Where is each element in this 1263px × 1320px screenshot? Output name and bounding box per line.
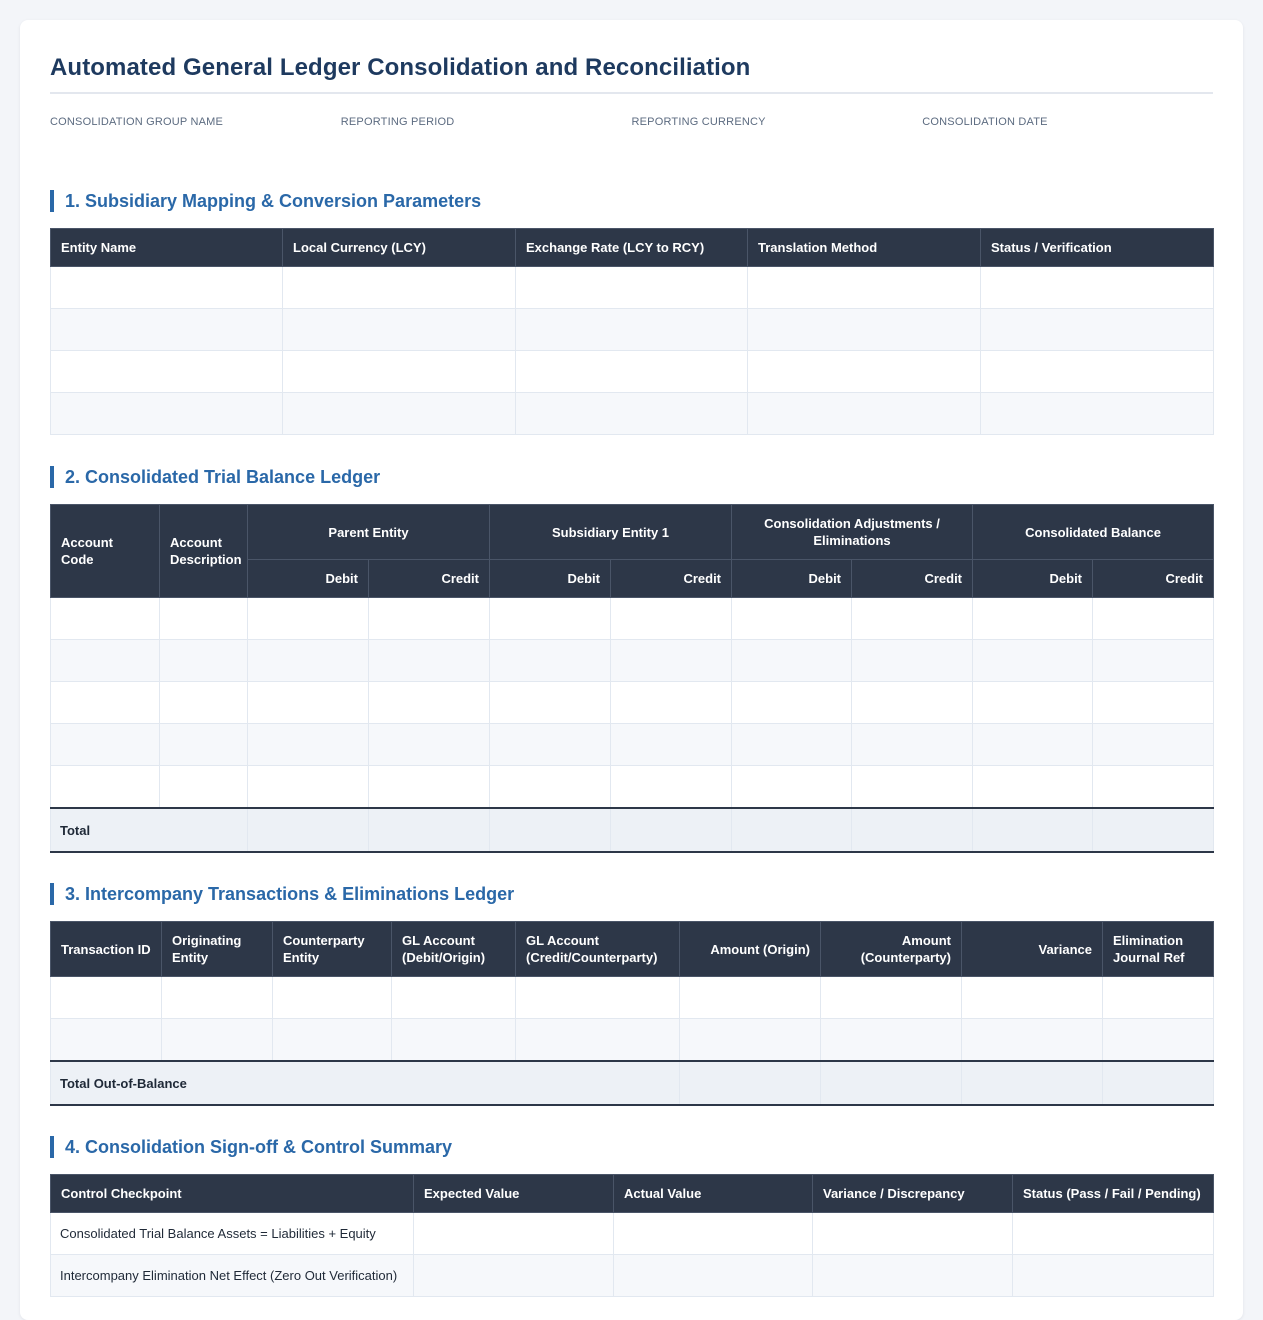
table-cell[interactable]	[160, 682, 248, 724]
total-cell	[490, 808, 611, 852]
table-cell[interactable]	[680, 1019, 821, 1062]
table-cell[interactable]	[516, 351, 748, 393]
control-row	[51, 1255, 1214, 1297]
table-cell[interactable]	[160, 640, 248, 682]
table-cell[interactable]	[51, 351, 283, 393]
col-adj-credit: Credit	[852, 560, 973, 598]
col-cons-debit: Debit	[973, 560, 1093, 598]
table-cell[interactable]	[1093, 682, 1214, 724]
group-parent-entity: Parent Entity	[248, 505, 490, 560]
table-cell[interactable]	[748, 267, 981, 309]
col-sub1-credit: Credit	[611, 560, 732, 598]
control-row	[51, 1213, 1214, 1255]
group-consolidation-adjustments: Consolidation Adjustments / Eliminations	[732, 505, 973, 560]
table-cell[interactable]	[490, 766, 611, 809]
table-cell[interactable]	[490, 598, 611, 640]
col-transaction-id: Transaction ID	[51, 922, 162, 977]
total-cell	[248, 808, 369, 852]
table-cell[interactable]	[962, 977, 1103, 1019]
table-cell[interactable]	[369, 724, 490, 766]
table-cell[interactable]	[852, 766, 973, 809]
section-2-title: 2. Consolidated Trial Balance Ledger	[50, 466, 380, 488]
control-checkpoint-label: Consolidated Trial Balance Assets = Liabilities + Equity	[51, 1213, 414, 1255]
col-counterparty-entity: Counterparty Entity	[273, 922, 392, 977]
table-cell[interactable]	[611, 724, 732, 766]
table-cell[interactable]	[51, 724, 160, 766]
table-row	[51, 766, 1214, 809]
table-cell[interactable]	[273, 1019, 392, 1062]
meta-consolidation-date: CONSOLIDATION DATE	[922, 116, 1048, 128]
table-row	[51, 351, 1214, 393]
total-cell	[962, 1061, 1103, 1105]
table-cell[interactable]	[981, 309, 1214, 351]
table-cell[interactable]	[852, 682, 973, 724]
col-cons-credit: Credit	[1093, 560, 1214, 598]
table-cell[interactable]	[51, 640, 160, 682]
col-sub1-debit: Debit	[490, 560, 611, 598]
table-cell[interactable]	[248, 682, 369, 724]
table-cell[interactable]	[611, 766, 732, 809]
total-cell	[1093, 808, 1214, 852]
table-cell[interactable]	[1093, 724, 1214, 766]
trial-balance-table	[50, 504, 1214, 853]
table-cell[interactable]	[392, 977, 516, 1019]
col-status-verification: Status / Verification	[981, 229, 1214, 267]
table-cell[interactable]	[1103, 977, 1214, 1019]
table-cell[interactable]	[283, 267, 516, 309]
table-cell[interactable]	[283, 351, 516, 393]
table-row	[51, 309, 1214, 351]
total-cell	[732, 808, 852, 852]
col-status-pass-fail: Status (Pass / Fail / Pending)	[1013, 1175, 1214, 1213]
col-control-checkpoint: Control Checkpoint	[51, 1175, 414, 1213]
control-summary-table	[50, 1174, 1214, 1297]
col-variance: Variance	[962, 922, 1103, 977]
table-cell[interactable]	[51, 598, 160, 640]
table-cell[interactable]	[160, 766, 248, 809]
col-parent-credit: Credit	[369, 560, 490, 598]
col-adj-debit: Debit	[732, 560, 852, 598]
meta-fields	[50, 116, 1213, 128]
table-cell[interactable]	[973, 640, 1093, 682]
col-variance-discrepancy: Variance / Discrepancy	[813, 1175, 1013, 1213]
table-cell[interactable]	[248, 598, 369, 640]
table-cell[interactable]	[490, 682, 611, 724]
meta-group-name: CONSOLIDATION GROUP NAME	[50, 116, 224, 128]
control-checkpoint-label: Intercompany Elimination Net Effect (Zero Out Verification)	[51, 1255, 414, 1297]
col-gl-debit: GL Account (Debit/Origin)	[392, 922, 516, 977]
table-cell[interactable]	[160, 598, 248, 640]
table-cell[interactable]	[369, 640, 490, 682]
col-expected-value: Expected Value	[414, 1175, 614, 1213]
table-cell[interactable]	[973, 766, 1093, 809]
table-cell[interactable]	[981, 267, 1214, 309]
table-cell[interactable]	[162, 977, 273, 1019]
table-cell[interactable]	[732, 724, 852, 766]
table-cell[interactable]	[516, 309, 748, 351]
col-amount-counterparty: Amount (Counterparty)	[821, 922, 962, 977]
table-cell[interactable]	[516, 267, 748, 309]
subsidiary-mapping-table	[50, 228, 1214, 435]
meta-reporting-period: REPORTING PERIOD	[340, 116, 455, 128]
total-out-of-balance-label: Total Out-of-Balance	[51, 1061, 680, 1105]
table-cell[interactable]	[1103, 1019, 1214, 1062]
table-cell[interactable]	[732, 766, 852, 809]
section-3-title: 3. Intercompany Transactions & Eliminations Ledger	[50, 883, 514, 905]
table-row	[51, 724, 1214, 766]
table-cell[interactable]	[748, 393, 981, 435]
table-cell[interactable]	[732, 682, 852, 724]
table-cell[interactable]	[611, 682, 732, 724]
table-row	[51, 267, 1214, 309]
table-cell[interactable]	[1093, 598, 1214, 640]
table-cell[interactable]	[813, 1255, 1013, 1297]
meta-reporting-currency: REPORTING CURRENCY	[631, 116, 766, 128]
table-cell[interactable]	[248, 724, 369, 766]
table-cell[interactable]	[973, 724, 1093, 766]
table-cell[interactable]	[51, 682, 160, 724]
table-cell[interactable]	[392, 1019, 516, 1062]
title-divider	[50, 92, 1213, 94]
total-cell	[973, 808, 1093, 852]
table-cell[interactable]	[490, 724, 611, 766]
table-cell[interactable]	[973, 598, 1093, 640]
table-cell[interactable]	[981, 393, 1214, 435]
table-cell[interactable]	[160, 724, 248, 766]
total-cell	[611, 808, 732, 852]
section-4-title: 4. Consolidation Sign-off & Control Summary	[50, 1136, 452, 1158]
col-actual-value: Actual Value	[614, 1175, 813, 1213]
table-row	[51, 393, 1214, 435]
col-entity-name: Entity Name	[51, 229, 283, 267]
table-cell[interactable]	[51, 977, 162, 1019]
table-cell[interactable]	[962, 1019, 1103, 1062]
group-consolidated-balance: Consolidated Balance	[973, 505, 1214, 560]
total-label: Total	[51, 808, 248, 852]
table-cell[interactable]	[852, 640, 973, 682]
total-cell	[369, 808, 490, 852]
page-title: Automated General Ledger Consolidation and Reconciliation	[50, 54, 751, 81]
table-cell[interactable]	[414, 1213, 614, 1255]
table-cell[interactable]	[51, 766, 160, 809]
table-cell[interactable]	[369, 598, 490, 640]
table-row	[51, 1019, 1214, 1062]
col-elimination-ref: Elimination Journal Ref	[1103, 922, 1214, 977]
table-cell[interactable]	[283, 309, 516, 351]
table-cell[interactable]	[516, 1019, 680, 1062]
table-cell[interactable]	[248, 766, 369, 809]
table-cell[interactable]	[248, 640, 369, 682]
table-cell[interactable]	[611, 640, 732, 682]
table-cell[interactable]	[1013, 1255, 1214, 1297]
total-cell	[680, 1061, 821, 1105]
intercompany-table	[50, 921, 1214, 1106]
table-cell[interactable]	[748, 309, 981, 351]
total-cell	[821, 1061, 962, 1105]
table-cell[interactable]	[51, 309, 283, 351]
table-cell[interactable]	[732, 640, 852, 682]
col-translation-method: Translation Method	[748, 229, 981, 267]
table-cell[interactable]	[51, 1019, 162, 1062]
intercompany-total-row	[51, 1061, 1214, 1105]
col-exchange-rate: Exchange Rate (LCY to RCY)	[516, 229, 748, 267]
table-row	[51, 682, 1214, 724]
table-row	[51, 977, 1214, 1019]
table-cell[interactable]	[51, 393, 283, 435]
table-cell[interactable]	[821, 1019, 962, 1062]
group-subsidiary-entity-1: Subsidiary Entity 1	[490, 505, 732, 560]
table-cell[interactable]	[490, 640, 611, 682]
col-local-currency: Local Currency (LCY)	[283, 229, 516, 267]
table-row	[51, 598, 1214, 640]
table-cell[interactable]	[981, 351, 1214, 393]
table-cell[interactable]	[614, 1255, 813, 1297]
col-gl-credit: GL Account (Credit/Counterparty)	[516, 922, 680, 977]
table-cell[interactable]	[162, 1019, 273, 1062]
table-cell[interactable]	[516, 977, 680, 1019]
table-cell[interactable]	[369, 766, 490, 809]
total-cell	[852, 808, 973, 852]
table-cell[interactable]	[680, 977, 821, 1019]
table-cell[interactable]	[748, 351, 981, 393]
table-cell[interactable]	[973, 682, 1093, 724]
document-card	[20, 20, 1243, 1320]
table-cell[interactable]	[813, 1213, 1013, 1255]
table-cell[interactable]	[414, 1255, 614, 1297]
section-1-title: 1. Subsidiary Mapping & Conversion Parameters	[50, 190, 481, 212]
table-cell[interactable]	[516, 393, 748, 435]
table-cell[interactable]	[821, 977, 962, 1019]
table-cell[interactable]	[1093, 766, 1214, 809]
col-account-description: Account Description	[160, 505, 248, 598]
table-cell[interactable]	[611, 598, 732, 640]
col-originating-entity: Originating Entity	[162, 922, 273, 977]
table-cell[interactable]	[1093, 640, 1214, 682]
total-cell	[1103, 1061, 1214, 1105]
col-parent-debit: Debit	[248, 560, 369, 598]
col-account-code: Account Code	[51, 505, 160, 598]
table-cell[interactable]	[283, 393, 516, 435]
table-cell[interactable]	[852, 724, 973, 766]
table-cell[interactable]	[51, 267, 283, 309]
col-amount-origin: Amount (Origin)	[680, 922, 821, 977]
table-cell[interactable]	[1013, 1213, 1214, 1255]
table-cell[interactable]	[732, 598, 852, 640]
table-cell[interactable]	[852, 598, 973, 640]
trial-balance-total-row	[51, 808, 1214, 852]
table-row	[51, 640, 1214, 682]
table-cell[interactable]	[614, 1213, 813, 1255]
table-cell[interactable]	[369, 682, 490, 724]
table-cell[interactable]	[273, 977, 392, 1019]
